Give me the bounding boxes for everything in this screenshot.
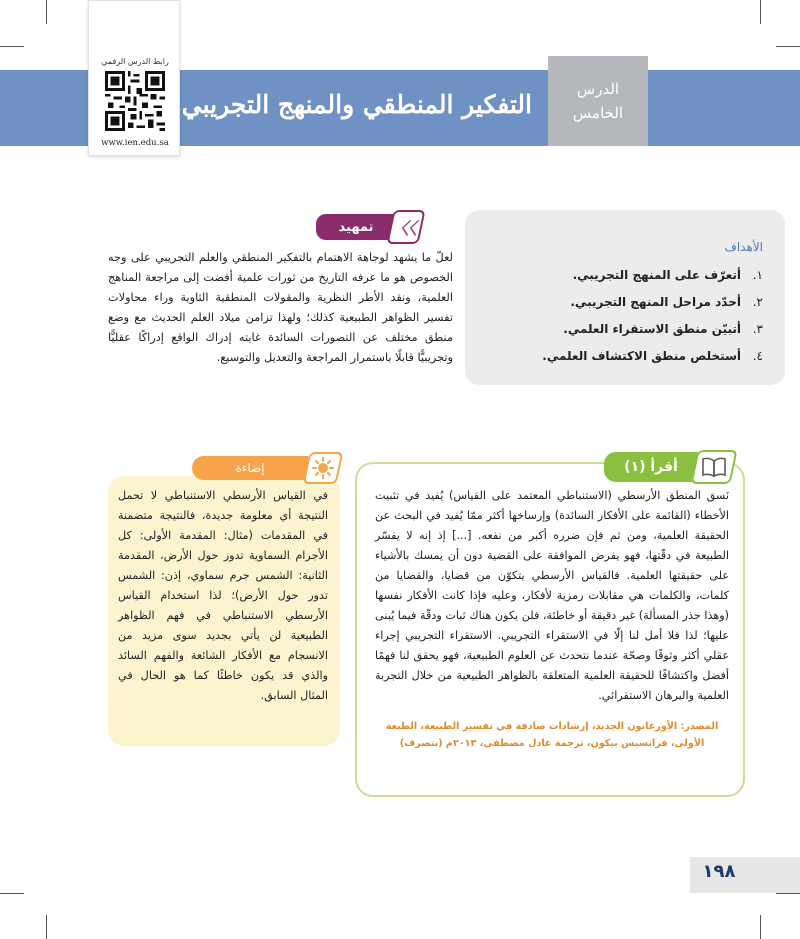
objective-number: ٣. xyxy=(752,322,763,336)
iqra-badge xyxy=(604,450,736,484)
idaa-paragraph: في القياس الأرسطي الاستنباطي لا تحمل النتيجة أي معلومة جديدة، فالنتيجة متضمنة في المقدمات (مثال: المقدمة الأولى: كل الأجرام السماوية تدور حول الأرض، المقدمة الثانية: الشمس جرم سماوي، إذن: الشمس تدور حول الأرض)؛ لذا استخدام القياس الأرسطي الاستنباطي في فهم الظواهر الطبيعية لن يأتي بجديد سوى مزيد من الانسجام مع الأفكار الشائعة والفهم السائد والذي قد يكون خاطئًا كما هو الحال في المثال السابق. xyxy=(118,489,328,702)
iqra-source: المصدر: الأورغانون الجديد، إرشادات صادقة في تفسير الطبيعة، الطبعة الأولى، فرانسيس بيكون، ترجمة عادل مصطفى، ٢٠١٣م (بتصرف) xyxy=(385,721,719,749)
crop-mark xyxy=(776,46,800,47)
lesson-number-tab xyxy=(548,56,648,146)
idaa-badge xyxy=(192,452,342,482)
objective-item xyxy=(479,316,763,343)
qr-label: رابط الدرس الرقمي xyxy=(101,57,169,66)
objectives-box xyxy=(465,210,785,385)
qr-code-icon[interactable] xyxy=(105,71,165,131)
tamheed-badge xyxy=(318,210,436,246)
double-chevron-icon xyxy=(386,210,425,244)
objective-text: أحدّد مراحل المنهج التجريبي. xyxy=(570,295,741,309)
objectives-heading: الأهداف xyxy=(724,240,763,254)
qr-card[interactable] xyxy=(88,0,180,156)
iqra-paragraph: نَسق المنطق الأرسطي (الاستنباطي المعتمد على القياس) يُفيد في تثبيت الأخطاء (القائمة على الأفكار السائدة) وإرساخها أكثر ممّا يُفيد في البحث عن الحقيقة العلمية، ومن ثم فإن ضرره أكبر من نفعه. [...] إذ إنه لا يفسّر الطبيعة في دقّتها، فهو يفرض الموافقة على القضية دون أن يمسك بالأشياء على حقيقتها العلمية. فالقياس الأرسطي يتكوّن من قضايا، والقضايا من كلمات، والكلمات هي مقابلات رمزية لأفكار، وعليه فإذا كانت الأفكار نفسها (وهذا جذر المسألة) غير دقيقة أو خاطئة، فلن يكون هناك ثبات ودقّة فيما يُبنى عليها؛ لذا فلا أمل لنا إلّا في الاستقراء التجريبي. الاستقراء التجريبي إجراء عقلي أكثر وثوقًا وصحّة عندما نتحدث عن العلوم الطبيعية، فهو يحقق لنا فهمًا أفضل واكتشافًا للحقيقة العلمية المتعلقة بالظواهر الطبيعية من خلال التجربة العلمية والبرهان الاستقرائي. xyxy=(375,489,729,702)
lesson-ordinal: الخامس xyxy=(572,104,624,122)
double-chevron-glyph: 〈〈 xyxy=(391,218,420,238)
crop-mark xyxy=(760,0,761,24)
tamheed-paragraph: لعلّ ما يشهد لوجاهة الاهتمام بالتفكير المنطقي والعلم التجريبي على وجه الخصوص هو ما عرفه التاريخ من ثورات علمية أفضت إلى مراجعة المناهج العلمية، ونقد الأطر النظرية والمقولات المنطقية الثاوية وراء محاولات تفسير الظواهر الطبيعية كذلك؛ ولهذا تزامن ميلاد العلم الحديث مع وضع منطق مختلف عن التصورات السائدة غايته إدراك الواقع إدراكًا عقليًّا وتجريبيًّا قابلًا باستمرار المراجعة والتعديل والتوسيع. xyxy=(108,251,453,364)
objective-text: أستخلص منطق الاكتشاف العلمي. xyxy=(542,349,741,363)
crop-mark xyxy=(760,915,761,939)
objective-text: أتبيّن منطق الاستقراء العلمي. xyxy=(563,322,741,336)
objective-text: أتعرّف على المنهج التجريبي. xyxy=(572,268,741,282)
lesson-label: الدرس xyxy=(576,80,620,98)
objective-number: ١. xyxy=(752,268,763,282)
lesson-title: التفكير المنطقي والمنهج التجريبي xyxy=(181,90,532,119)
qr-url[interactable]: www.ien.edu.sa xyxy=(101,138,169,148)
objective-item xyxy=(479,343,763,370)
open-book-icon xyxy=(690,450,737,484)
crop-mark xyxy=(0,46,24,47)
crop-mark xyxy=(46,915,47,939)
crop-mark xyxy=(46,0,47,24)
objective-item xyxy=(479,289,763,316)
tamheed-label: تمهيد xyxy=(316,214,396,240)
objective-item xyxy=(479,262,763,289)
iqra-box xyxy=(355,462,745,797)
sun-icon xyxy=(303,452,344,484)
crop-mark xyxy=(0,893,24,894)
page-number: ١٩٨ xyxy=(702,861,736,882)
objectives-list xyxy=(479,262,763,370)
idaa-label: إضاءة xyxy=(192,456,308,480)
crop-mark xyxy=(776,893,800,894)
iqra-label: أقرأ (١) xyxy=(604,452,698,482)
objective-number: ٤. xyxy=(752,349,763,363)
objective-number: ٢. xyxy=(752,295,763,309)
idaa-box xyxy=(108,476,340,746)
